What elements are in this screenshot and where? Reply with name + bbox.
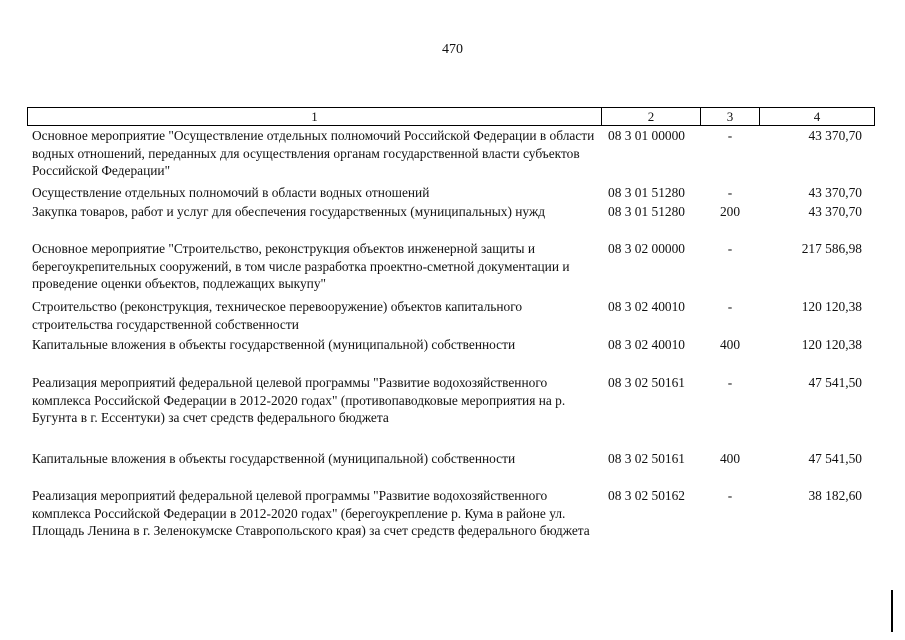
header-col-3: 3 (701, 108, 760, 125)
header-col-2: 2 (602, 108, 701, 125)
row-code: 08 3 02 00000 (608, 241, 685, 256)
row-expense-type: - (727, 299, 733, 314)
row-amount: 47 541,50 (808, 451, 862, 466)
header-col-1: 1 (28, 108, 602, 125)
row-amount: 43 370,70 (808, 128, 862, 143)
row-expense-type: - (727, 375, 733, 390)
row-name: Строительство (реконструкция, техническое перевооружение) объектов капитального строительства государственной собственности (32, 299, 523, 332)
row-expense-type: - (727, 185, 733, 200)
row-amount: 120 120,38 (801, 337, 862, 352)
row-amount: 217 586,98 (801, 241, 862, 256)
table-header (27, 107, 875, 126)
row-code: 08 3 02 50162 (608, 488, 685, 503)
row-code: 08 3 02 50161 (608, 375, 685, 390)
row-code: 08 3 02 50161 (608, 451, 685, 466)
margin-rule (891, 590, 893, 632)
row-amount: 120 120,38 (801, 299, 862, 314)
row-name: Капитальные вложения в объекты государственной (муниципальной) собственности (32, 337, 516, 352)
row-amount: 43 370,70 (808, 185, 862, 200)
row-expense-type: - (727, 488, 733, 503)
page-number: 470 (442, 42, 463, 57)
row-amount: 43 370,70 (808, 204, 862, 219)
row-expense-type: - (727, 241, 733, 256)
row-code: 08 3 01 51280 (608, 185, 685, 200)
header-col-4: 4 (813, 109, 821, 124)
row-amount: 47 541,50 (808, 375, 862, 390)
row-expense-type: 400 (719, 451, 741, 466)
row-name: Реализация мероприятий федеральной целевой программы "Развитие водохозяйственного комплекса Российской Федерации в 2012-2020 годах" (противопаводковые мероприятия на р. Бугунта в г. Ессентуки) за счет средств федерального бюджета (32, 375, 566, 425)
row-code: 08 3 01 00000 (608, 128, 685, 143)
row-name: Закупка товаров, работ и услуг для обеспечения государственных (муниципальных) нужд (32, 204, 546, 219)
row-code: 08 3 02 40010 (608, 337, 685, 352)
row-expense-type: 400 (719, 337, 741, 352)
row-name: Основное мероприятие "Строительство, реконструкция объектов инженерной защиты и берегоукрепительных сооружений, в том числе разработка проектно-сметной документации и проведение оценки объектов, подлежащих выкупу" (32, 241, 570, 291)
row-amount: 38 182,60 (808, 488, 862, 503)
row-name: Капитальные вложения в объекты государственной (муниципальной) собственности (32, 451, 516, 466)
row-name: Осуществление отдельных полномочий в области водных отношений (32, 185, 430, 200)
row-code: 08 3 01 51280 (608, 204, 685, 219)
row-name: Основное мероприятие "Осуществление отдельных полномочий Российской Федерации в области водных отношений, переданных для осуществления органам государственной власти субъектов Российской Федерации" (32, 128, 595, 178)
row-code: 08 3 02 40010 (608, 299, 685, 314)
row-expense-type: - (727, 128, 733, 143)
row-expense-type: 200 (719, 204, 741, 219)
row-name: Реализация мероприятий федеральной целевой программы "Развитие водохозяйственного комплекса Российской Федерации в 2012-2020 годах" (берегоукрепление р. Кума в районе ул. Площадь Ленина в г. Зеленокумске Ставропольского края) за счет средств федерального бюджета (32, 488, 590, 538)
